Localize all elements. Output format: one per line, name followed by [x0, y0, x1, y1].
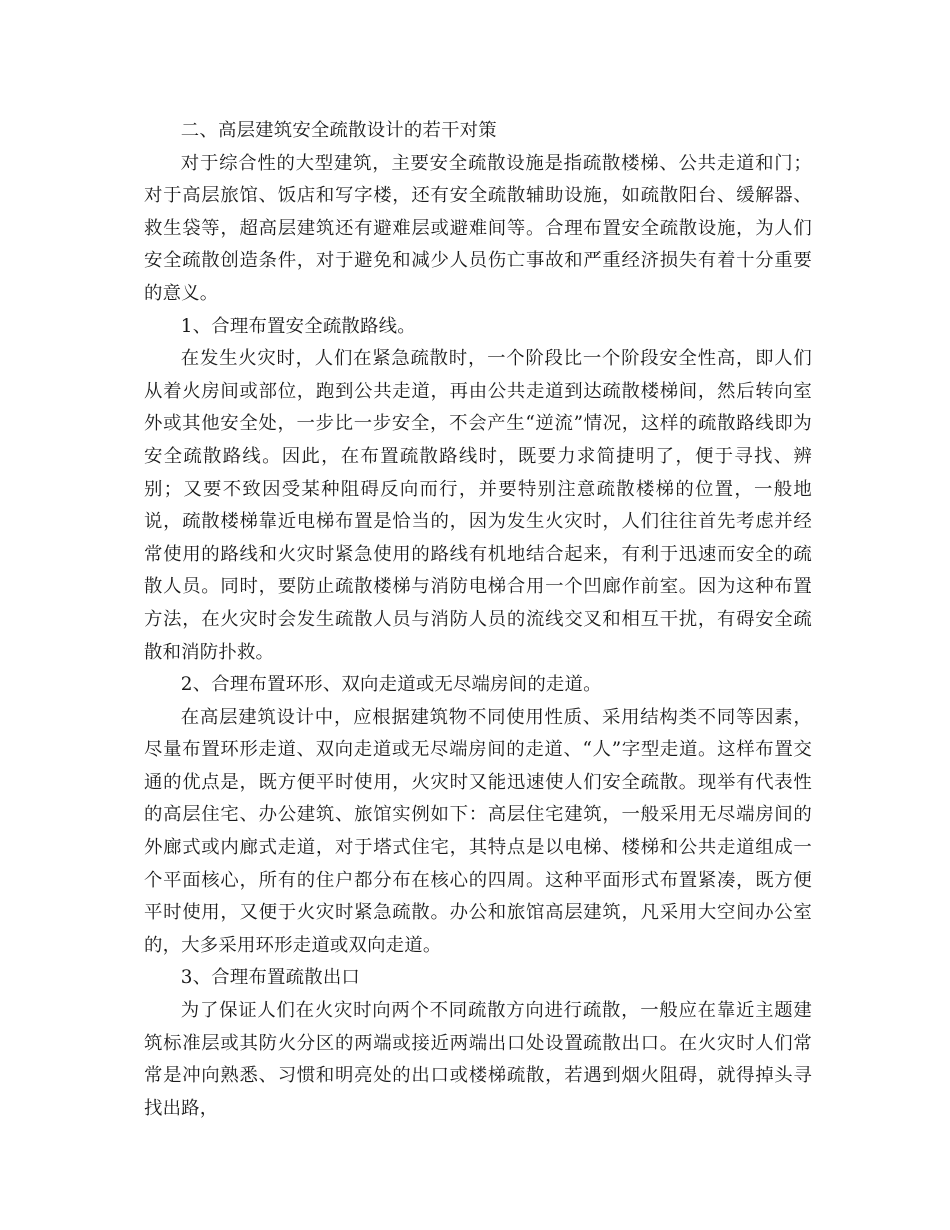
subheading-2: 2、合理布置环形、双向走道或无尽端房间的走道。: [180, 674, 602, 696]
subheading-3: 3、合理布置疏散出口: [180, 967, 361, 989]
paragraph-2: 在高层建筑设计中，应根据建筑物不同使用性质、采用结构类不同等因素，尽量布置环形走道、双向走道或无尽端房间的走道、“人”字型走道。这样布置交通的优点是，既方便平时使用，火灾时又能迅速使人们安全疏散。现举有代表性的高层住宅、办公建筑、旅馆实例如下：高层住宅建筑，一般采用无尽端房间的外廊式或内廊式走道，对于塔式住宅，其特点是以电梯、楼梯和公共走道组成一个平面核心，所有的住户都分布在核心的四周。这种平面形式布置紧凑，既方便平时使用，又便于火灾时紧急疏散。办公和旅馆高层建筑，凡采用大空间办公室的，大多采用环形走道或双向走道。: [144, 706, 812, 956]
paragraph-1: 在发生火灾时，人们在紧急疏散时，一个阶段比一个阶段安全性高，即人们从着火房间或部位，跑到公共走道，再由公共走道到达疏散楼梯间，然后转向室外或其他安全处，一步比一步安全，不会产生“逆流”情况，这样的疏散路线即为安全疏散路线。因此，在布置疏散路线时，既要力求简捷明了，便于寻找、辨别；又要不致因受某种阻碍反向而行，并要特别注意疏散楼梯的位置，一般地说，疏散楼梯靠近电梯布置是恰当的，因为发生火灾时，人们往往首先考虑并经常使用的路线和火灾时紧急使用的路线有机地结合起来，有利于迅速而安全的疏散人员。同时，要防止疏散楼梯与消防电梯合用一个凹廊作前室。因为这种布置方法，在火灾时会发生疏散人员与消防人员的流线交叉和相互干扰，有碍安全疏散和消防扑救。: [144, 348, 812, 663]
section-heading: 二、高层建筑安全疏散设计的若干对策: [180, 120, 497, 141]
intro-paragraph: 对于综合性的大型建筑，主要安全疏散设施是指疏散楼梯、公共走道和门；对于高层旅馆、饭店和写字楼，还有安全疏散辅助设施，如疏散阳台、缓解器、救生袋等，超高层建筑还有避难层或避难间等。合理布置安全疏散设施，为人们安全疏散创造条件，对于避免和减少人员伤亡事故和严重经济损失有着十分重要的意义。: [144, 152, 812, 304]
paragraph-3: 为了保证人们在火灾时向两个不同疏散方向进行疏散，一般应在靠近主题建筑标准层或其防火分区的两端或接近两端出口处设置疏散出口。在火灾时人们常常是冲向熟悉、习惯和明亮处的出口或楼梯疏散，若遇到烟火阻碍，就得掉头寻找出路，: [144, 1000, 812, 1119]
subheading-1: 1、合理布置安全疏散路线。: [180, 315, 416, 337]
document-page: [144, 115, 812, 1125]
